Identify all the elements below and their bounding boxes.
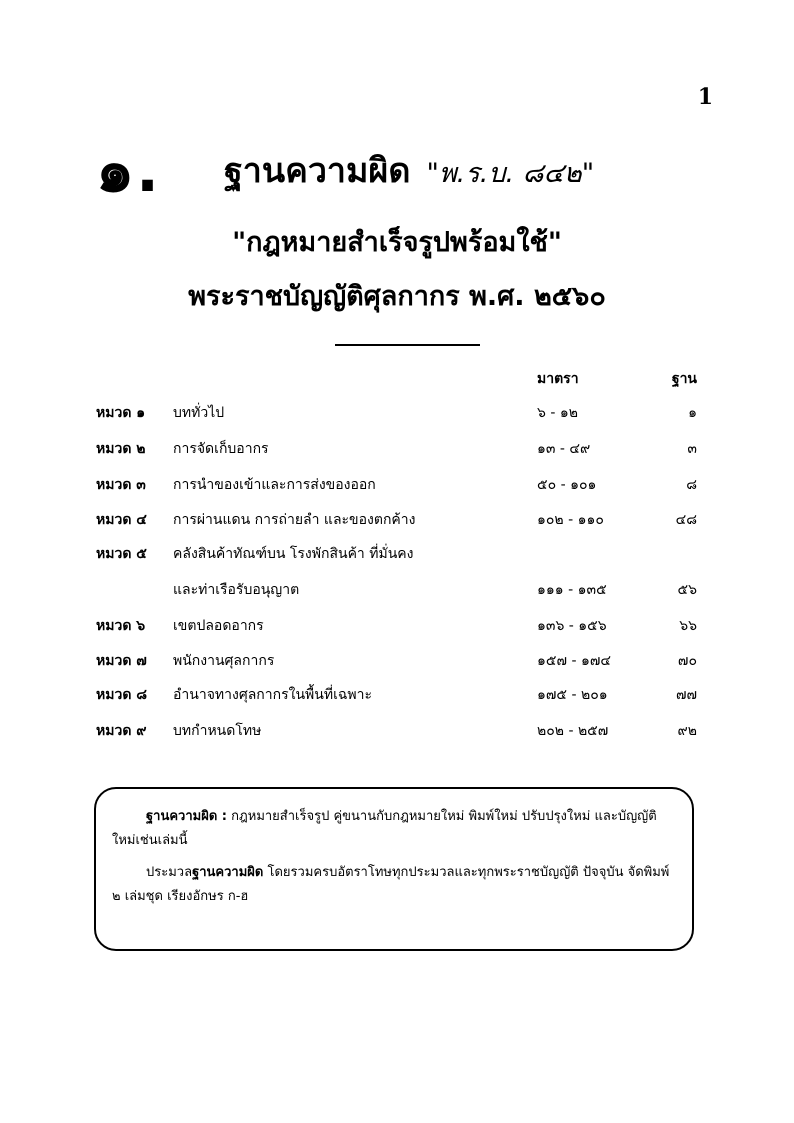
page-ref: ๘ [686,477,697,493]
chapter-label: หมวด ๙ [96,723,147,739]
chapter-title: พนักงานศุลกากร [173,653,275,669]
chapter-title: เขตปลอดอากร [173,618,264,634]
page-ref: ๖๖ [679,618,697,634]
section-range: ๑๗๕ - ๒๐๑ [537,687,608,703]
chapter-title: บททั่วไป [173,405,225,421]
chapter-title: คลังสินค้าทัณฑ์บน โรงพักสินค้า ที่มั่นคง [173,546,414,562]
page-ref: ๗๐ [677,653,697,669]
toc-row [0,648,794,674]
chapter-label: หมวด ๓ [96,477,146,493]
chapter-label: หมวด ๗ [96,653,147,669]
toc-row [0,472,794,498]
note-paragraph-2 [112,861,676,909]
note-paragraph-1 [112,805,676,853]
chapter-label: หมวด ๑ [96,405,146,421]
toc-row [0,718,794,744]
chapter-title: บทกำหนดโทษ [173,723,262,739]
column-header-page: ฐาน [671,371,697,387]
page-ref: ๗๗ [675,687,697,703]
page-ref: ๙๒ [677,723,697,739]
toc-row [0,577,794,603]
toc-row [0,436,794,462]
chapter-title: และท่าเรือรับอนุญาต [173,582,300,598]
chapter-label: หมวด ๕ [96,546,147,562]
note-text: กฎหมายสำเร็จรูป คู่ขนานกับกฎหมายใหม่ พิมพ์ใหม่ ปรับปรุงใหม่ และบัญญัติใหม่เช่นเล่มนี้ [112,809,657,848]
chapter-number: ๑. [96,136,161,206]
subtitle-line-1: "กฎหมายสำเร็จรูปพร้อมใช้" [232,227,562,258]
note-box [94,787,694,951]
toc-row [0,613,794,639]
title-act-code: "พ.ร.บ. ๘๔๒" [426,158,595,189]
chapter-label: หมวด ๘ [96,687,148,703]
toc-header [0,366,794,392]
toc-row [0,541,794,567]
note-text-prefix: ประมวล [146,865,193,880]
chapter-label: หมวด ๔ [96,512,147,528]
section-range: ๑๐๒ - ๑๑๐ [537,512,604,528]
toc-row [0,507,794,533]
chapter-title: การจัดเก็บอากร [173,441,269,457]
section-range: ๑๓๖ - ๑๕๖ [537,618,607,634]
page-ref: ๕๖ [677,582,697,598]
chapter-label: หมวด ๒ [96,441,146,457]
chapter-title: การผ่านแดน การถ่ายลำ และของตกค้าง [173,512,416,528]
subtitle-line-2: พระราชบัญญัติศุลกากร พ.ศ. ๒๕๖๐ [188,281,606,312]
title-text: ฐานความผิด [224,151,411,191]
page-number: 1 [697,84,713,110]
note-term: ฐานความผิด : [146,809,228,824]
section-range: ๖ - ๑๒ [537,405,578,421]
section-range: ๒๐๒ - ๒๕๗ [537,723,609,739]
page-ref: ๓ [687,441,697,457]
section-range: ๑๓ - ๔๙ [537,441,591,457]
section-range: ๑๑๑ - ๑๓๕ [537,582,607,598]
section-range: ๑๕๗ - ๑๗๔ [537,653,611,669]
column-header-section: มาตรา [537,371,579,387]
chapter-title: อำนาจทางศุลกากรในพื้นที่เฉพาะ [173,687,372,703]
note-text: โดยรวมครบอัตราโทษทุกประมวลและทุกพระราชบัญญัติ ปัจจุบัน จัดพิมพ์ ๒ เล่มชุด เรียงอักษร ก-ฮ [112,865,670,904]
page-ref: ๑ [688,405,697,421]
toc-row [0,682,794,708]
section-range: ๕๐ - ๑๐๑ [537,477,597,493]
page-ref: ๔๘ [675,512,697,528]
chapter-title: การนำของเข้าและการส่งของออก [173,477,376,493]
chapter-label: หมวด ๖ [96,618,146,634]
toc-row [0,400,794,426]
note-term: ฐานความผิด [192,865,264,880]
